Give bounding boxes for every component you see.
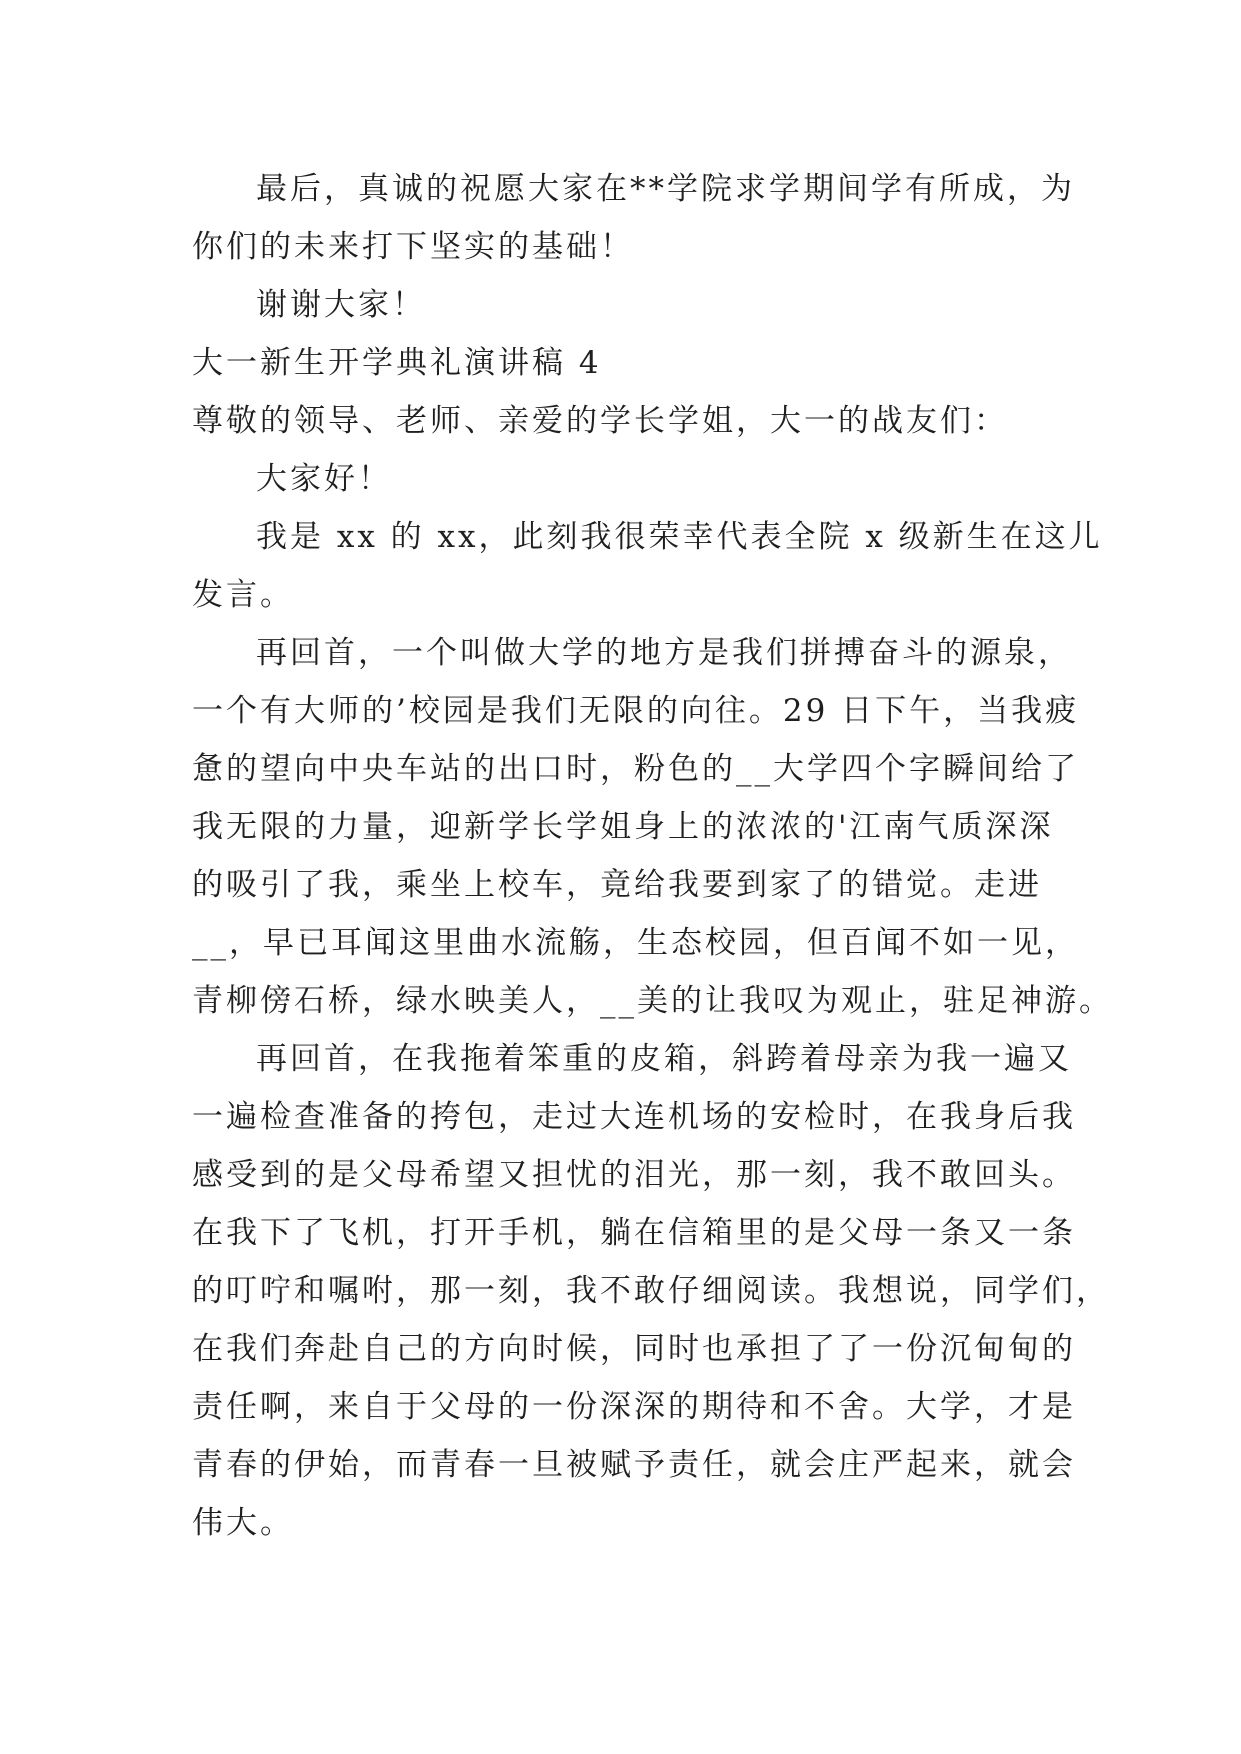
salutation: 尊敬的领导、老师、亲爱的学长学姐，大一的战友们： (192, 403, 1008, 439)
text-line: 责任啊，来自于父母的一份深深的期待和不舍。大学，才是 (192, 1389, 1076, 1425)
text-line: 青柳傍石桥，绿水映美人，__美的让我叹为观止，驻足神游。 (192, 983, 1113, 1019)
text-line: 你们的未来打下坚实的基础！ (192, 229, 634, 265)
text-line: 在我们奔赴自己的方向时候，同时也承担了了一份沉甸甸的 (192, 1331, 1076, 1367)
text-line: 感受到的是父母希望又担忧的泪光，那一刻，我不敢回头。 (192, 1157, 1076, 1193)
text-line: 伟大。 (192, 1505, 294, 1541)
text-line: 的叮咛和嘱咐，那一刻，我不敢仔细阅读。我想说，同学们， (192, 1273, 1110, 1309)
section-heading: 大一新生开学典礼演讲稿 4 (192, 345, 602, 381)
text-line: 最后，真诚的祝愿大家在**学院求学期间学有所成，为 (256, 171, 1075, 207)
text-line: 的吸引了我，乘坐上校车，竟给我要到家了的错觉。走进 (192, 867, 1042, 903)
text-line: 惫的望向中央车站的出口时，粉色的__大学四个字瞬间给了 (192, 751, 1079, 787)
text-line: 一遍检查准备的挎包，走过大连机场的安检时，在我身后我 (192, 1099, 1076, 1135)
text-line: 再回首，一个叫做大学的地方是我们拼搏奋斗的源泉， (256, 635, 1072, 671)
text-line: 大家好！ (256, 461, 392, 497)
text-line: 发言。 (192, 577, 294, 613)
text-line: 谢谢大家！ (256, 287, 426, 323)
text-line: 青春的伊始，而青春一旦被赋予责任，就会庄严起来，就会 (192, 1447, 1076, 1483)
text-line: 再回首，在我拖着笨重的皮箱，斜跨着母亲为我一遍又 (256, 1041, 1072, 1077)
text-line: 在我下了飞机，打开手机，躺在信箱里的是父母一条又一条 (192, 1215, 1076, 1251)
document-body (192, 160, 1113, 1552)
text-line: 我是 xx 的 xx，此刻我很荣幸代表全院 x 级新生在这儿 (256, 519, 1103, 555)
text-line: 一个有大师的’校园是我们无限的向往。29 日下午，当我疲 (192, 693, 1080, 729)
text-line: 我无限的力量，迎新学长学姐身上的浓浓的'江南气质深深 (192, 809, 1054, 845)
text-line: __，早已耳闻这里曲水流觞，生态校园，但百闻不如一见， (192, 925, 1079, 961)
